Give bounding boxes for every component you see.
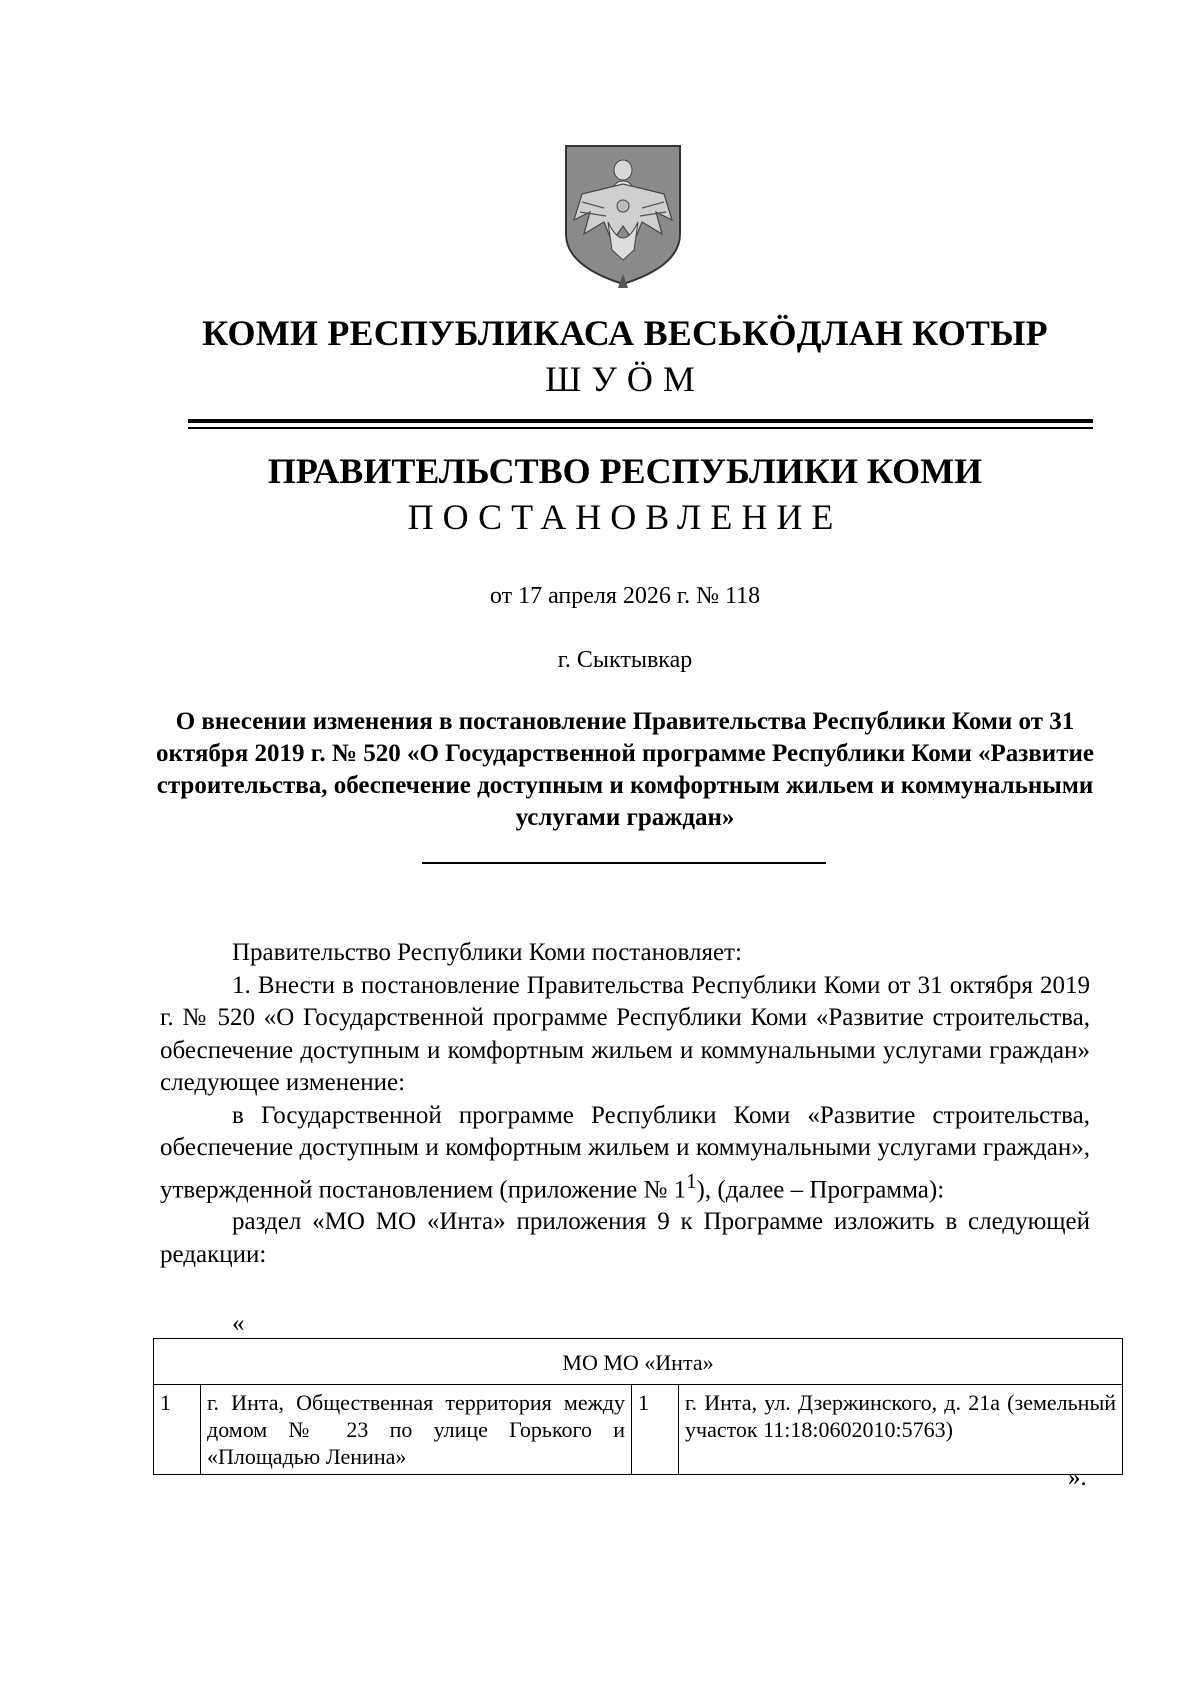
document-body xyxy=(160,937,1090,1271)
table-header-cell: МО МО «Инта» xyxy=(154,1339,1123,1385)
header-divider-thin xyxy=(188,427,1093,429)
document-date-number: от 17 апреля 2026 г. № 118 xyxy=(489,583,761,609)
footnote-superscript: 1 xyxy=(686,1168,697,1193)
opening-quote: « xyxy=(232,1310,245,1337)
paragraph-amendment-text: в Государственной программе Республики Коми «Развитие строительства, обеспечение доступным и комфортным жильем и коммунальными услугами граждан», утвержденной постановлением (приложение № 1 xyxy=(160,1101,1090,1203)
table-cell-address: г. Инта, ул. Дзержинского, д. 21а (земельный участок 11:18:0602010:5763) xyxy=(679,1385,1123,1475)
paragraph-preamble: Правительство Республики Коми постановляет: xyxy=(232,939,742,966)
paragraph-item-1: 1. Внести в постановление Правительства Республики Коми от 31 октября 2019 г. № 520 «О Государственной программе Республики Коми «Развитие строительства, обеспечение доступным и комфортным жильем и коммунальными услугами граждан» следующее изменение: xyxy=(160,971,1090,1096)
title-underline xyxy=(422,862,826,864)
paragraph-amendment-tail: ), (далее – Программа): xyxy=(696,1175,945,1203)
table-cell-number: 1 xyxy=(154,1385,201,1475)
komi-document-type: ШУӦМ xyxy=(545,359,705,399)
closing-quote: ». xyxy=(1068,1464,1087,1491)
document-type: ПОСТАНОВЛЕНИЕ xyxy=(407,497,843,537)
table-cell-number-2: 1 xyxy=(632,1385,679,1475)
government-title: ПРАВИТЕЛЬСТВО РЕСПУБЛИКИ КОМИ xyxy=(267,451,983,491)
komi-government-title: КОМИ РЕСПУБЛИКАСА ВЕСЬКӦДЛАН КОТЫР xyxy=(202,313,1048,353)
table-header-row xyxy=(154,1339,1123,1385)
paragraph-amendment xyxy=(160,1100,1090,1207)
table-row xyxy=(154,1385,1123,1475)
header-divider-thick xyxy=(188,419,1093,423)
komi-coat-of-arms-icon xyxy=(560,142,686,288)
paragraph-section-instruction: раздел «МО МО «Инта» приложения 9 к Программе изложить в следующей редакции: xyxy=(160,1208,1090,1268)
document-city: г. Сыктывкар xyxy=(557,647,693,673)
table-cell-territory: г. Инта, Общественная территория между домом № 23 по улице Горького и «Площадью Ленина» xyxy=(201,1385,632,1475)
document-title: О внесении изменения в постановление Правительства Республики Коми от 31 октября 2019 г. № 520 «О Государственной программе Республики Коми «Развитие строительства, обеспечение доступным и комфортным жильем и коммунальными услугами граждан» xyxy=(156,708,1094,831)
territory-table xyxy=(153,1338,1123,1475)
